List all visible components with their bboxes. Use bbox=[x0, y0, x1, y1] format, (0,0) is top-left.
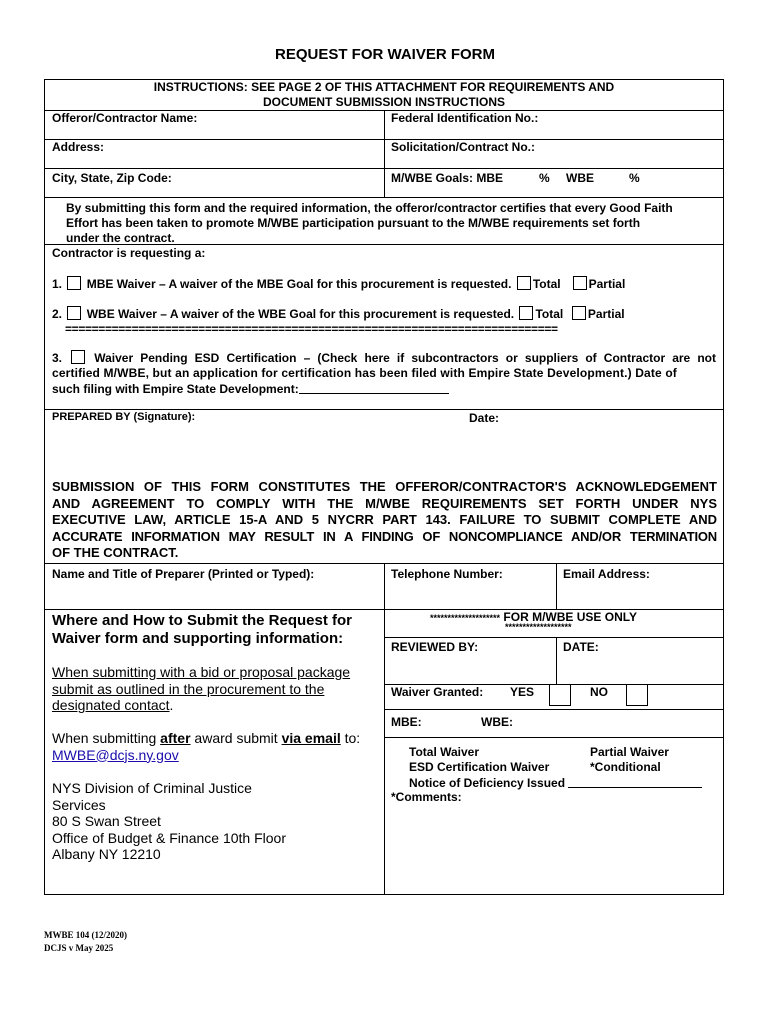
form-version: DCJS v May 2025 bbox=[44, 943, 114, 953]
option-number: 3. bbox=[52, 351, 63, 365]
reviewed-by-field[interactable]: REVIEWED BY: bbox=[391, 640, 479, 654]
email-field[interactable]: Email Address: bbox=[563, 567, 650, 581]
bid-submission-note bbox=[52, 664, 350, 714]
goals-wbe-field[interactable]: WBE bbox=[566, 171, 594, 185]
address-line: Services bbox=[52, 796, 106, 813]
row-divider bbox=[384, 637, 724, 638]
offeror-name-field[interactable]: Offeror/Contractor Name: bbox=[52, 111, 198, 125]
preparer-name-field[interactable]: Name and Title of Preparer (Printed or Typed): bbox=[52, 567, 315, 581]
row-divider bbox=[44, 409, 724, 410]
after-award-note bbox=[52, 730, 360, 763]
instructions bbox=[44, 80, 724, 110]
row-divider bbox=[384, 737, 724, 738]
mbe-waiver-option bbox=[52, 276, 625, 292]
after-award-text: award submit bbox=[190, 730, 282, 746]
goals-percent: % bbox=[629, 171, 640, 185]
submission-line: EXECUTIVE LAW, ARTICLE 15-A AND 5 NYCRR PART 143. FAILURE TO SUBMIT COMPLETE AND bbox=[52, 512, 717, 527]
total-waiver-label: Total Waiver bbox=[409, 745, 480, 759]
option-number: 2. bbox=[52, 307, 63, 321]
date-field[interactable]: Date: bbox=[469, 411, 500, 425]
submit-instructions-heading bbox=[52, 612, 352, 648]
yes-checkbox[interactable] bbox=[549, 684, 571, 706]
certification-line: Effort has been taken to promote M/WBE participation pursuant to the M/WBE requirements set forth bbox=[66, 216, 641, 230]
certification-text bbox=[66, 201, 673, 246]
wbe-waiver-checkbox[interactable] bbox=[67, 306, 81, 320]
separator-line: ========================================================================== bbox=[65, 322, 558, 336]
certification-line: under the contract. bbox=[66, 231, 175, 245]
mbe-waiver-label: MBE Waiver – A waiver of the MBE Goal for this procurement is requested. bbox=[86, 277, 512, 291]
wbe-partial-label: Partial bbox=[587, 307, 625, 321]
mbe-total-label: Total bbox=[532, 277, 561, 291]
email-link[interactable]: MWBE@dcjs.ny.gov bbox=[52, 746, 179, 763]
comments-field[interactable]: *Comments: bbox=[391, 790, 462, 804]
stars: ******************* bbox=[505, 622, 572, 632]
via-email-emphasis: via email bbox=[281, 730, 341, 746]
mailing-address bbox=[52, 780, 286, 863]
wbe-waiver-option bbox=[52, 306, 625, 322]
bid-note-line: When submitting with a bid or proposal package bbox=[52, 664, 351, 680]
mbe-waiver-checkbox[interactable] bbox=[67, 276, 81, 290]
esd-waiver-option bbox=[52, 350, 716, 397]
submission-line: SUBMISSION OF THIS FORM CONSTITUTES THE OFFEROR/CONTRACTOR'S ACKNOWLEDGEMENT bbox=[52, 479, 717, 494]
esd-waiver-line: such filing with Empire State Development: bbox=[52, 382, 299, 396]
submission-line: AND AGREEMENT TO COMPLY WITH THE M/WBE REQUIREMENTS SET FORTH UNDER NYS bbox=[52, 495, 717, 511]
instructions-line: DOCUMENT SUBMISSION INSTRUCTIONS bbox=[262, 95, 505, 109]
address-field[interactable]: Address: bbox=[52, 140, 105, 154]
mwbe-use-only-label: FOR M/WBE USE ONLY bbox=[503, 610, 637, 624]
designated-contact-text: designated contact bbox=[52, 697, 170, 713]
conditional-label: *Conditional bbox=[590, 760, 661, 774]
submission-line: OF THE CONTRACT. bbox=[52, 545, 179, 560]
mbe-field[interactable]: MBE: bbox=[391, 715, 422, 729]
solicitation-field[interactable]: Solicitation/Contract No.: bbox=[391, 140, 535, 154]
wbe-partial-checkbox[interactable] bbox=[572, 306, 586, 320]
goals-mbe-field[interactable]: M/WBE Goals: MBE bbox=[391, 171, 504, 185]
esd-certification-waiver-label: ESD Certification Waiver bbox=[409, 760, 550, 774]
mbe-partial-checkbox[interactable] bbox=[573, 276, 587, 290]
row-divider bbox=[44, 197, 724, 198]
mbe-total-checkbox[interactable] bbox=[517, 276, 531, 290]
esd-filing-date-input[interactable] bbox=[299, 381, 449, 394]
heading-line: Where and How to Submit the Request for bbox=[52, 612, 353, 629]
instructions-line: INSTRUCTIONS: SEE PAGE 2 OF THIS ATTACHMENT FOR REQUIREMENTS AND bbox=[153, 80, 615, 94]
esd-waiver-line: certified M/WBE, but an application for certification has been filed with Empire State Development.) Date of bbox=[52, 366, 677, 380]
bid-note-line: submit as outlined in the procurement to the bbox=[52, 680, 325, 697]
column-divider bbox=[556, 637, 557, 684]
submission-statement bbox=[52, 479, 717, 562]
no-checkbox[interactable] bbox=[626, 684, 648, 706]
deficiency-notice bbox=[409, 775, 702, 791]
esd-waiver-checkbox[interactable] bbox=[71, 350, 85, 364]
option-number: 1. bbox=[52, 277, 63, 291]
after-award-text: to: bbox=[340, 730, 361, 746]
heading-line: Waiver form and supporting information: bbox=[52, 630, 344, 647]
row-divider bbox=[384, 709, 724, 710]
deficiency-input[interactable] bbox=[568, 775, 702, 788]
submission-line: ACCURATE INFORMATION MAY RESULT IN A FINDING OF NONCOMPLIANCE AND/OR TERMINATION bbox=[52, 528, 717, 544]
partial-waiver-label: Partial Waiver bbox=[590, 745, 669, 759]
wbe-total-label: Total bbox=[535, 307, 564, 321]
address-line: 80 S Swan Street bbox=[52, 813, 161, 829]
after-award-text: When submitting bbox=[52, 730, 161, 746]
review-date-field[interactable]: DATE: bbox=[563, 640, 599, 654]
after-emphasis: after bbox=[160, 730, 191, 746]
goals-percent: % bbox=[539, 171, 550, 185]
address-line: NYS Division of Criminal Justice bbox=[52, 780, 252, 796]
column-divider bbox=[384, 110, 385, 197]
certification-line: By submitting this form and the required information, the offeror/contractor certifies that every Good Faith bbox=[66, 201, 673, 215]
yes-label: YES bbox=[510, 685, 535, 699]
period: . bbox=[169, 697, 174, 713]
federal-id-field[interactable]: Federal Identification No.: bbox=[391, 111, 539, 125]
requesting-label: Contractor is requesting a: bbox=[52, 246, 206, 260]
wbe-field[interactable]: WBE: bbox=[481, 715, 513, 729]
column-divider bbox=[556, 563, 557, 609]
mbe-partial-label: Partial bbox=[588, 277, 626, 291]
telephone-field[interactable]: Telephone Number: bbox=[391, 567, 503, 581]
city-state-zip-field[interactable]: City, State, Zip Code: bbox=[52, 171, 172, 185]
deficiency-label: Notice of Deficiency Issued bbox=[409, 776, 566, 790]
wbe-total-checkbox[interactable] bbox=[519, 306, 533, 320]
prepared-by-field[interactable]: PREPARED BY (Signature): bbox=[52, 411, 196, 423]
no-label: NO bbox=[590, 685, 608, 699]
esd-waiver-line: Waiver Pending ESD Certification – (Check here if subcontractors or suppliers of Contractor are not bbox=[94, 351, 716, 365]
page-title: REQUEST FOR WAIVER FORM bbox=[274, 46, 495, 63]
column-divider bbox=[384, 563, 385, 895]
wbe-waiver-label: WBE Waiver – A waiver of the WBE Goal for this procurement is requested. bbox=[86, 307, 515, 321]
stars: ******************** bbox=[430, 613, 501, 623]
waiver-granted-label: Waiver Granted: bbox=[391, 685, 484, 699]
form-number: MWBE 104 (12/2020) bbox=[44, 930, 127, 940]
address-line: Office of Budget & Finance 10th Floor bbox=[52, 829, 286, 846]
address-line: Albany NY 12210 bbox=[52, 846, 161, 862]
